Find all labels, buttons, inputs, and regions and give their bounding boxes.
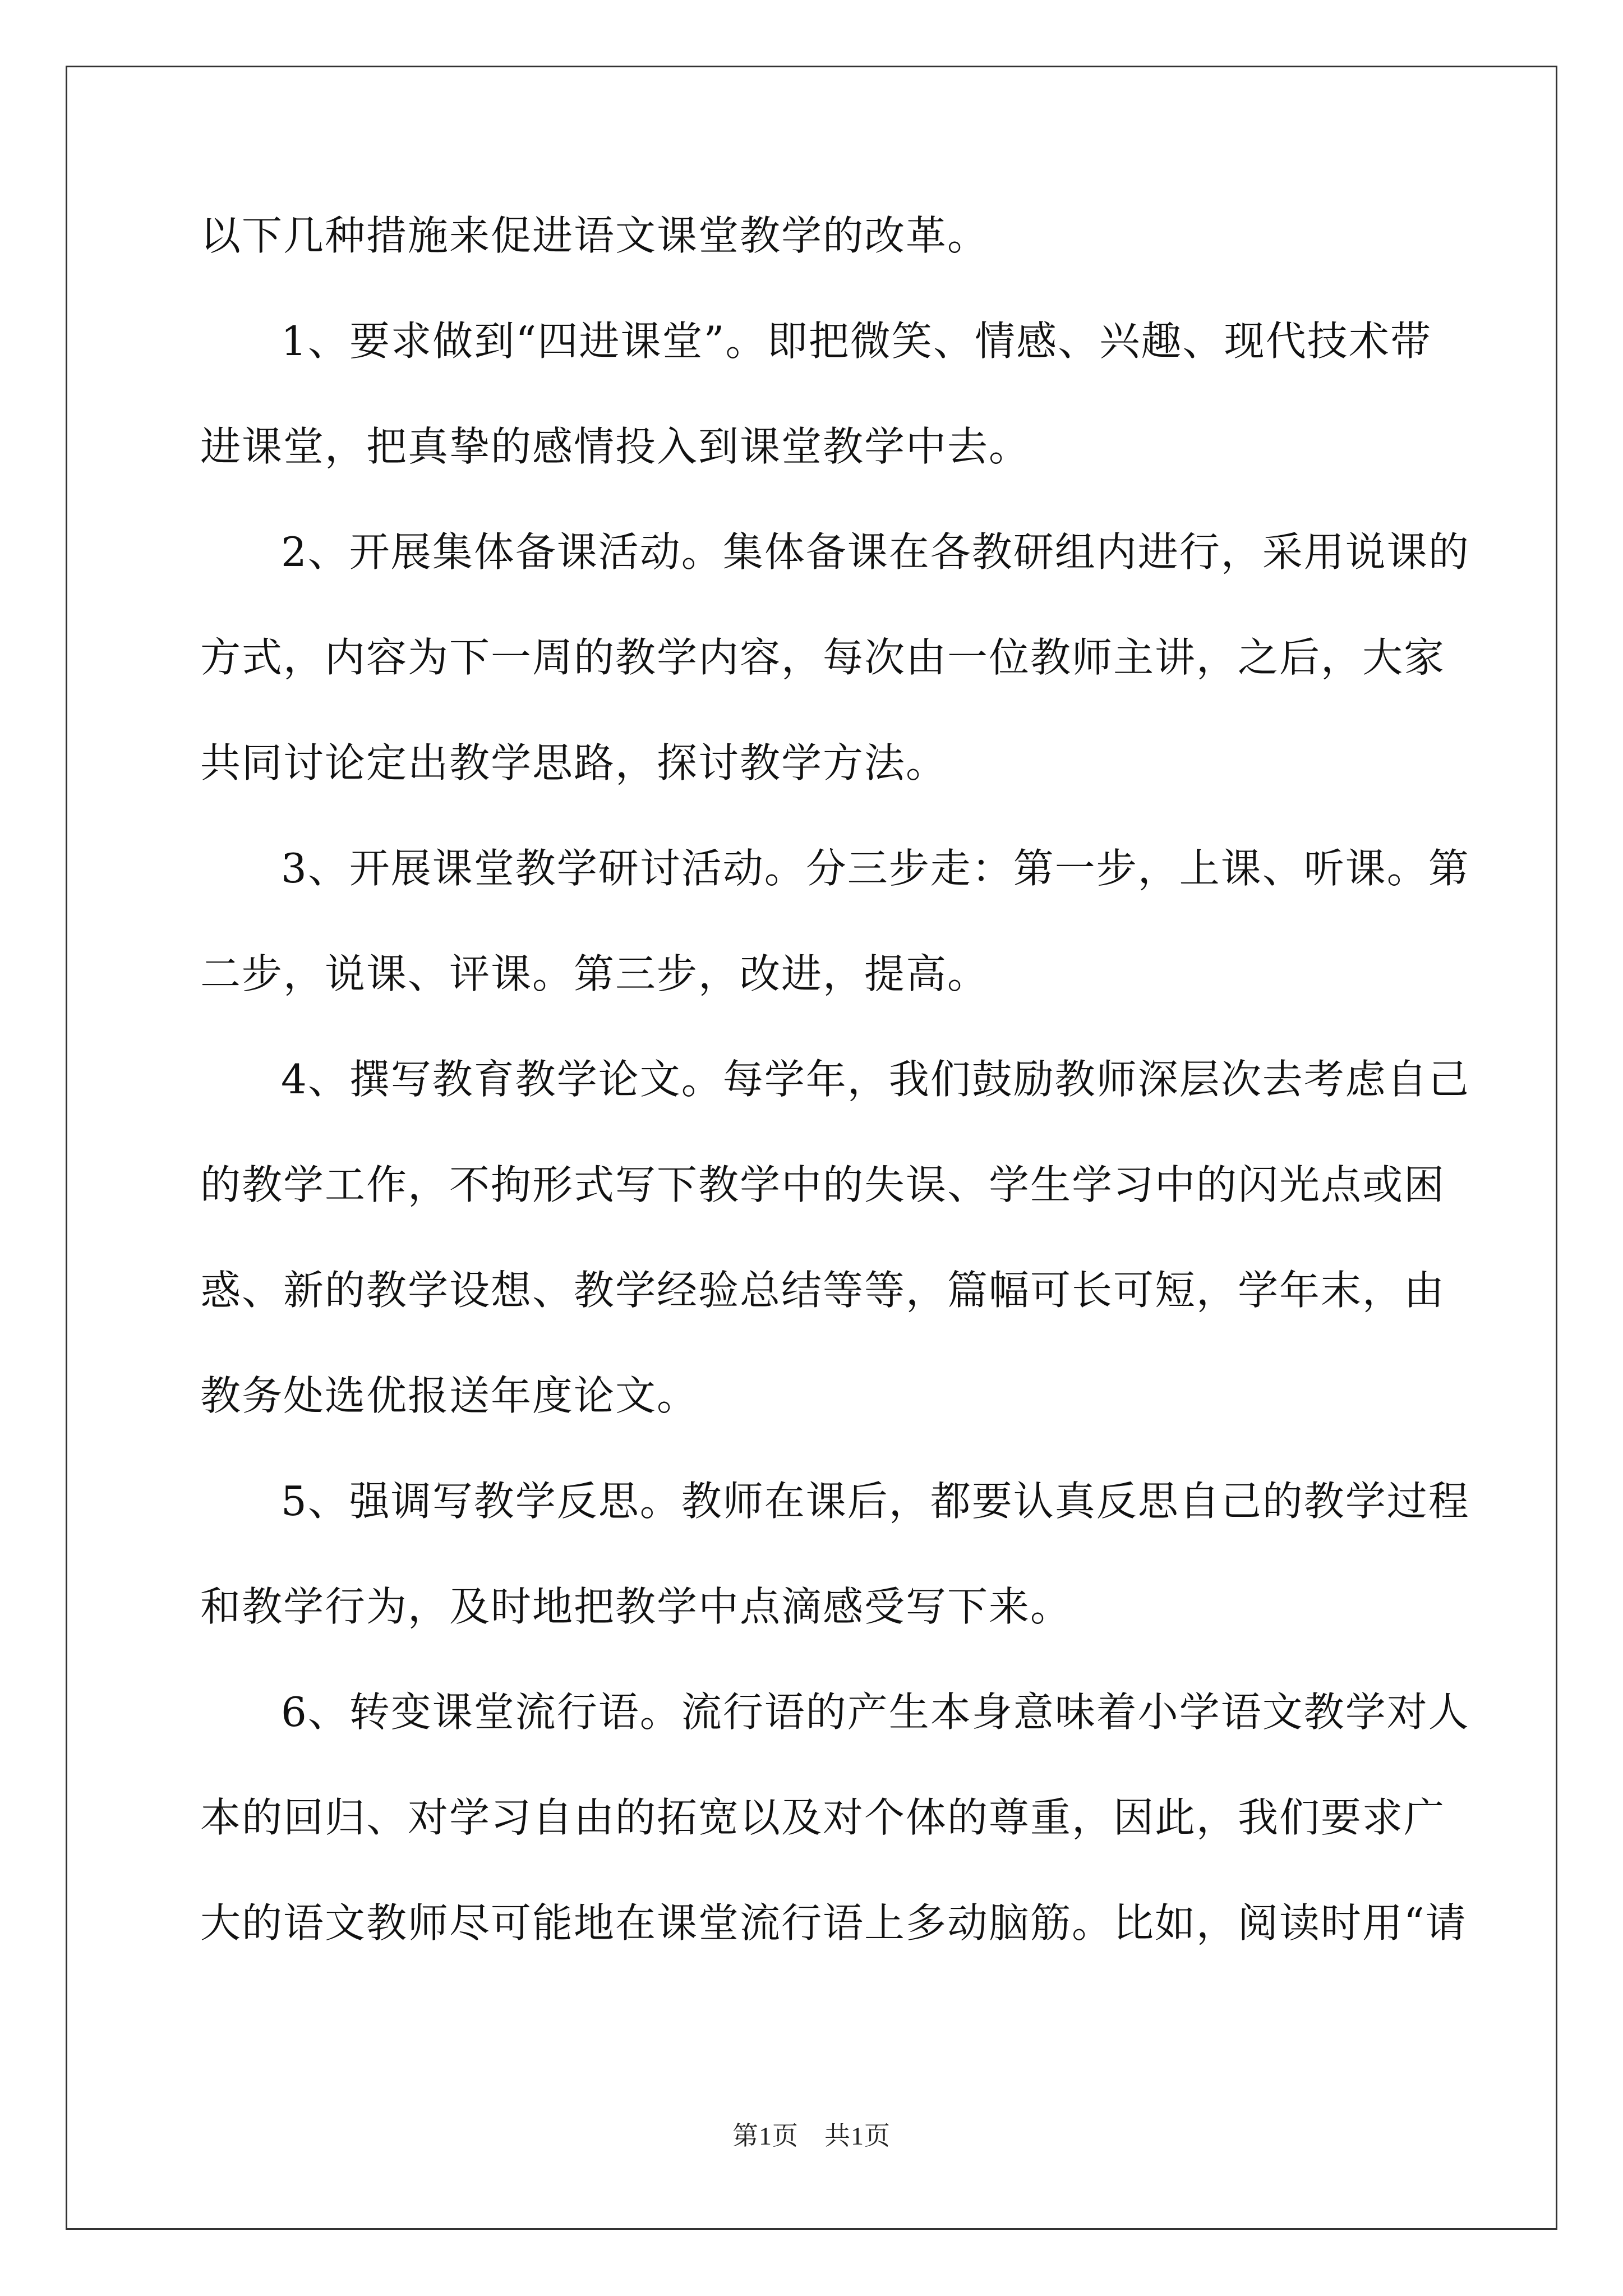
text-line: 教务处选优报送年度论文。 xyxy=(200,1372,699,1419)
text-line: 6、转变课堂流行语。流行语的产生本身意味着小学语文教学对人 xyxy=(281,1688,1470,1736)
page-footer xyxy=(0,2119,1623,2153)
text-line: 大的语文教师尽可能地在课堂流行语上多动脑筋。比如，阅读时用“请 xyxy=(200,1899,1467,1947)
text-line: 4、撰写教育教学论文。每学年，我们鼓励教师深层次去考虑自己 xyxy=(281,1056,1470,1103)
text-line: 惑、新的教学设想、教学经验总结等等，篇幅可长可短，学年末，由 xyxy=(200,1267,1446,1314)
text-line: 进课堂，把真挚的感情投入到课堂教学中去。 xyxy=(200,423,1031,470)
document-body xyxy=(200,202,1470,1995)
text-line: 本的回归、对学习自由的拓宽以及对个体的尊重，因此，我们要求广 xyxy=(200,1794,1446,1841)
text-line: 5、强调写教学反思。教师在课后，都要认真反思自己的教学过程 xyxy=(281,1478,1470,1525)
text-line: 二步，说课、评课。第三步，改进，提高。 xyxy=(200,950,989,997)
text-line: 以下几种措施来促进语文课堂教学的改革。 xyxy=(200,212,989,259)
text-line: 3、开展课堂教学研讨活动。分三步走：第一步，上课、听课。第 xyxy=(281,845,1470,892)
page-count: 共1页 xyxy=(824,2122,891,2150)
text-line: 的教学工作，不拘形式写下教学中的失误、学生学习中的闪光点或困 xyxy=(200,1161,1446,1208)
text-line: 1、要求做到“四进课堂”。即把微笑、情感、兴趣、现代技术带 xyxy=(281,318,1432,365)
page-number: 第1页 xyxy=(732,2122,799,2150)
text-line: 共同讨论定出教学思路，探讨教学方法。 xyxy=(200,739,948,786)
text-line: 方式，内容为下一周的教学内容，每次由一位教师主讲，之后，大家 xyxy=(200,634,1446,681)
text-line: 和教学行为，及时地把教学中点滴感受写下来。 xyxy=(200,1583,1072,1630)
text-line: 2、开展集体备课活动。集体备课在各教研组内进行，采用说课的 xyxy=(281,528,1470,576)
